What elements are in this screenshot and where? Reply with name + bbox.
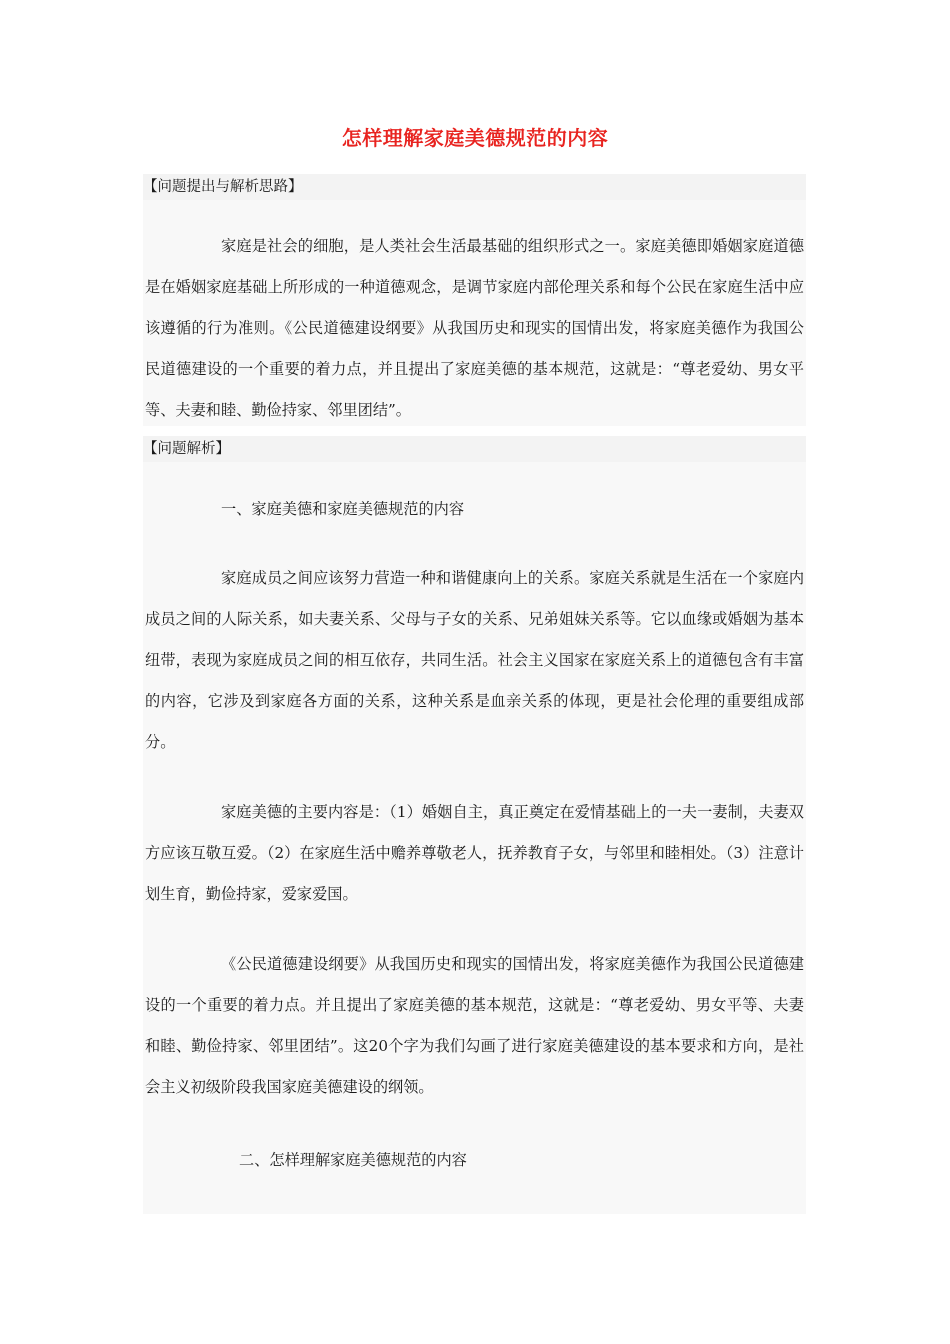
intro-paragraph: 家庭是社会的细胞，是人类社会生活最基础的组织形式之一。家庭美德即婚姻家庭道德是在婚姻家庭基础上所形成的一种道德观念，是调节家庭内部伦理关系和每个公民在家庭生活中应该遵循的行为准则。《公民道德建设纲要》从我国历史和现实的国情出发，将家庭美德作为我国公民道德建设的一个重要的着力点，并且提出了家庭美德的基本规范，这就是：“尊老爱幼、男女平等、夫妻和睦、勤俭持家、邻里团结”。 bbox=[145, 237, 804, 419]
document-title: 怎样理解家庭美德规范的内容 bbox=[341, 126, 609, 150]
section-header-analysis: 【问题解析】 bbox=[143, 436, 806, 462]
section-header-analysis-approach: 【问题提出与解析思路】 bbox=[143, 174, 806, 200]
subheading-one: 一、家庭美德和家庭美德规范的内容 bbox=[221, 500, 464, 518]
paragraph-outline: 《公民道德建设纲要》从我国历史和现实的国情出发，将家庭美德作为我国公民道德建设的一个重要的着力点。并且提出了家庭美德的基本规范，这就是：“尊老爱幼、男女平等、夫妻和睦、勤俭持家、邻里团结”。这20个字为我们勾画了进行家庭美德建设的基本要求和方向，是社会主义初级阶段我国家庭美德建设的纲领。 bbox=[145, 955, 804, 1096]
subheading-two: 二、怎样理解家庭美德规范的内容 bbox=[239, 1151, 467, 1169]
section-analysis-block bbox=[143, 462, 806, 1214]
paragraph-main-content: 家庭美德的主要内容是：（1）婚姻自主，真正奠定在爱情基础上的一夫一妻制，夫妻双方应该互敬互爱。（2）在家庭生活中赡养尊敬老人，抚养教育子女，与邻里和睦相处。（3）注意计划生育，勤俭持家，爱家爱国。 bbox=[145, 803, 804, 903]
section-intro-block bbox=[143, 200, 806, 426]
paragraph-family-relations: 家庭成员之间应该努力营造一种和谐健康向上的关系。家庭关系就是生活在一个家庭内成员之间的人际关系，如夫妻关系、父母与子女的关系、兄弟姐妹关系等。它以血缘或婚姻为基本纽带，表现为家庭成员之间的相互依存，共同生活。社会主义国家在家庭关系上的道德包含有丰富的内容，它涉及到家庭各方面的关系，这种关系是血亲关系的体现，更是社会伦理的重要组成部分。 bbox=[145, 569, 804, 751]
